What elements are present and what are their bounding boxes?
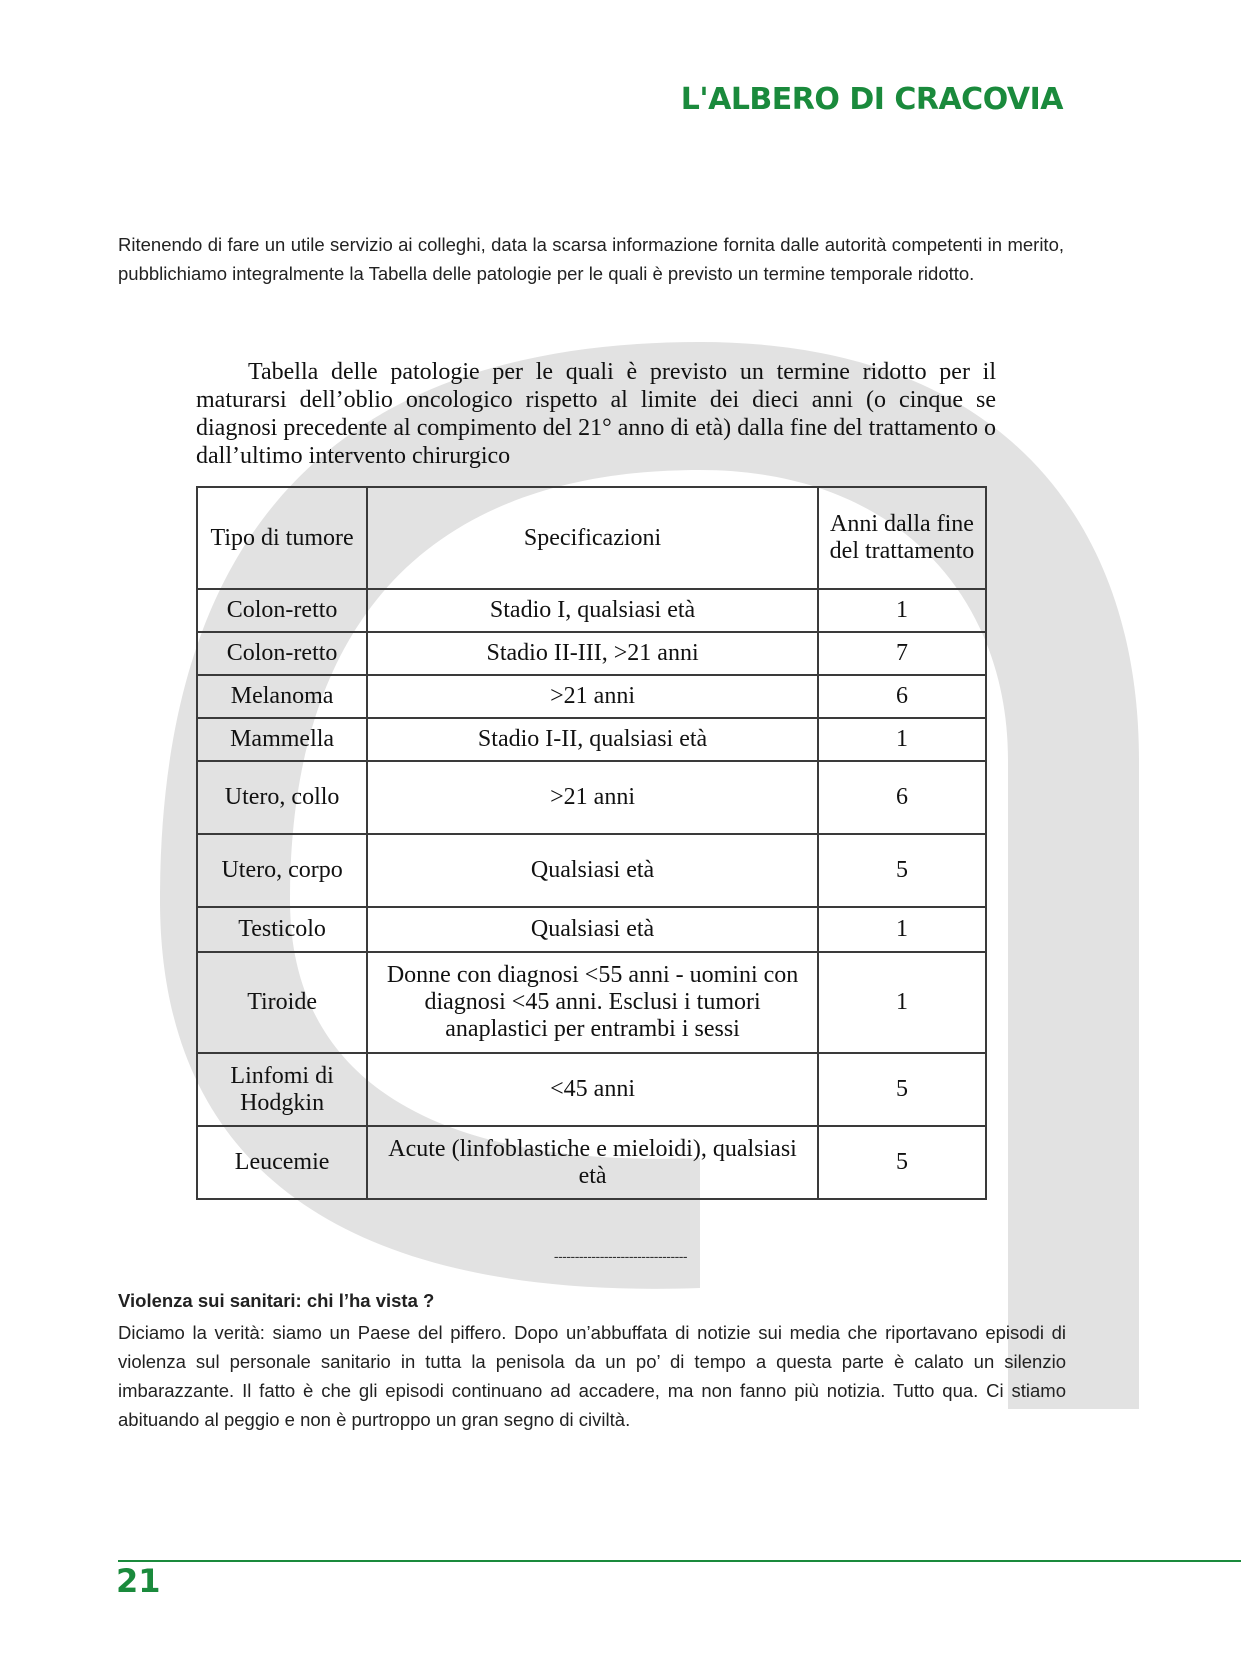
- cell-tipo: Melanoma: [197, 675, 367, 718]
- cell-anni: 7: [818, 632, 986, 675]
- cell-anni: 1: [818, 907, 986, 952]
- cell-specificazioni: Qualsiasi età: [367, 907, 818, 952]
- section-divider: --------------------------------: [553, 1248, 688, 1264]
- cell-specificazioni: Acute (linfoblastiche e mieloidi), qualsiasi età: [367, 1126, 818, 1199]
- cell-anni: 5: [818, 1053, 986, 1126]
- cell-anni: 1: [818, 718, 986, 761]
- patologie-table: [196, 486, 987, 1200]
- cell-tipo: Testicolo: [197, 907, 367, 952]
- cell-specificazioni: Donne con diagnosi <55 anni - uomini con diagnosi <45 anni. Esclusi i tumori anaplastici per entrambi i sessi: [367, 952, 818, 1053]
- cell-specificazioni: >21 anni: [367, 675, 818, 718]
- table-row: [197, 761, 986, 834]
- table-row: [197, 834, 986, 907]
- table-row: [197, 907, 986, 952]
- cell-specificazioni: Qualsiasi età: [367, 834, 818, 907]
- header-title: L'ALBERO DI CRACOVIA: [680, 82, 1063, 117]
- table-row: [197, 675, 986, 718]
- table-row: [197, 632, 986, 675]
- cell-anni: 6: [818, 675, 986, 718]
- cell-tipo: Colon-retto: [197, 632, 367, 675]
- table-row: [197, 1126, 986, 1199]
- column-header-specificazioni: Specificazioni: [367, 487, 818, 589]
- section-title: Violenza sui sanitari: chi l’ha vista ?: [118, 1290, 435, 1311]
- intro-paragraph: Ritenendo di fare un utile servizio ai colleghi, data la scarsa informazione fornita dalle autorità competenti in merito, pubblichiamo integralmente la Tabella delle patologie per le quali è previsto un termine temporale ridotto.: [118, 234, 1064, 284]
- section-body: Diciamo la verità: siamo un Paese del piffero. Dopo un’abbuffata di notizie sui media che riportavano episodi di violenza sul personale sanitario in tutta la penisola da un po’ di tempo a questa parte è calato un silenzio imbarazzante. Il fatto è che gli episodi continuano ad accadere, ma non fanno più notizia. Tutto qua. Ci stiamo abituando al peggio e non è purtroppo un gran segno di civiltà.: [118, 1322, 1066, 1430]
- cell-tipo: Mammella: [197, 718, 367, 761]
- cell-tipo: Linfomi di Hodgkin: [197, 1053, 367, 1126]
- cell-specificazioni: Stadio I-II, qualsiasi età: [367, 718, 818, 761]
- table-row: [197, 1053, 986, 1126]
- cell-specificazioni: Stadio II-III, >21 anni: [367, 632, 818, 675]
- column-header-tipo: Tipo di tumore: [197, 487, 367, 589]
- cell-anni: 6: [818, 761, 986, 834]
- cell-tipo: Tiroide: [197, 952, 367, 1053]
- footer-rule: [118, 1560, 1241, 1562]
- cell-specificazioni: <45 anni: [367, 1053, 818, 1126]
- table-row: [197, 718, 986, 761]
- cell-anni: 1: [818, 952, 986, 1053]
- page-number: 21: [116, 1562, 161, 1600]
- cell-tipo: Colon-retto: [197, 589, 367, 632]
- cell-tipo: Utero, corpo: [197, 834, 367, 907]
- table-header-row: [197, 487, 986, 589]
- cell-specificazioni: Stadio I, qualsiasi età: [367, 589, 818, 632]
- table-row: [197, 589, 986, 632]
- cell-anni: 5: [818, 1126, 986, 1199]
- cell-specificazioni: >21 anni: [367, 761, 818, 834]
- table-row: [197, 952, 986, 1053]
- cell-anni: 1: [818, 589, 986, 632]
- column-header-anni: Anni dalla fine del trattamento: [818, 487, 986, 589]
- table-caption: Tabella delle patologie per le quali è previsto un termine ridotto per il maturarsi dell’oblio oncologico rispetto al limite dei dieci anni (o cinque se diagnosi precedente al compimento del 21° anno di età) dalla fine del trattamento o dall’ultimo intervento chirurgico: [196, 359, 996, 469]
- cell-anni: 5: [818, 834, 986, 907]
- cell-tipo: Leucemie: [197, 1126, 367, 1199]
- cell-tipo: Utero, collo: [197, 761, 367, 834]
